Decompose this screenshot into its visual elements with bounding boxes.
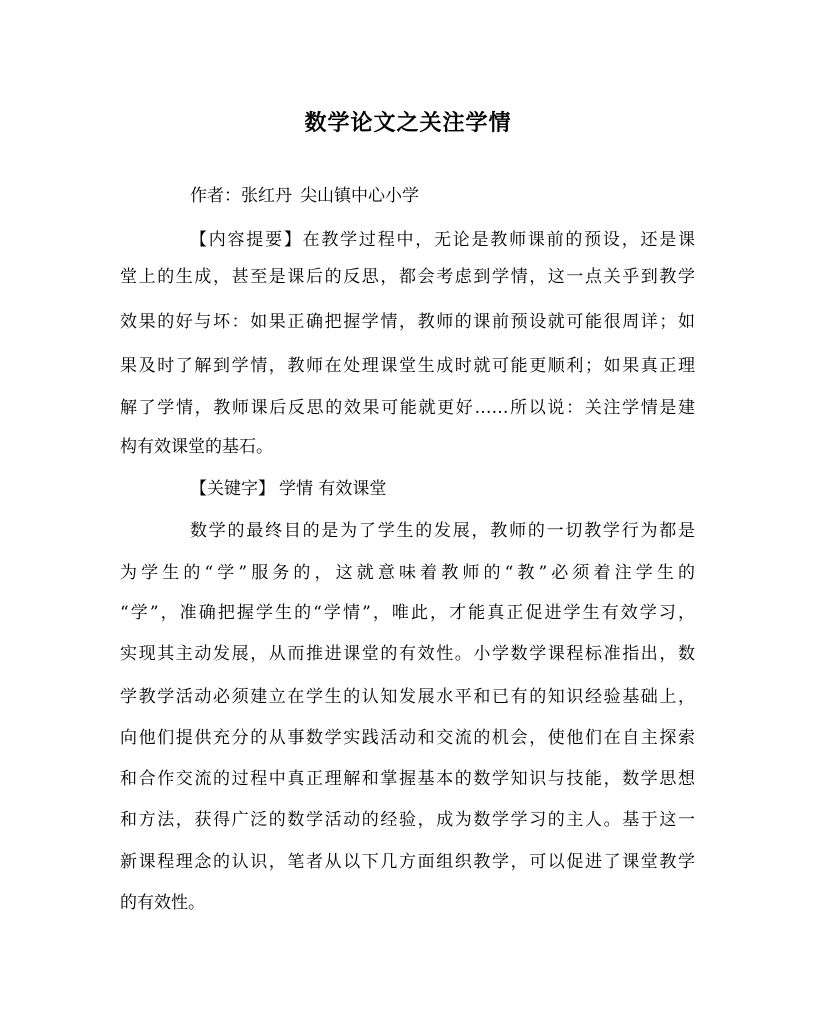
document-title: 数学论文之关注学情: [304, 110, 512, 136]
body-line-1: 数学的最终目的是为了学生的发展，教师的一切教学行为都是: [190, 521, 695, 541]
author-name: 张红丹: [241, 186, 292, 206]
keywords-line: [190, 478, 386, 500]
abstract-line-6: 构有效课堂的基石。: [120, 437, 273, 457]
body-line-4: 实现其主动发展，从而推进课堂的有效性。小学数学课程标准指出，数: [120, 644, 695, 664]
author-line: [190, 185, 419, 207]
body-line-9: 新课程理念的认识，笔者从以下几方面组织教学，可以促进了课堂教学: [120, 852, 695, 872]
body-line-7: 和合作交流的过程中真正理解和掌握基本的数学知识与技能，数学思想: [120, 769, 695, 789]
abstract-line-2: 堂上的生成，甚至是课后的反思，都会考虑到学情，这一点关乎到教学: [120, 267, 695, 287]
abstract-line-3: 效果的好与坏：如果正确把握学情，教师的课前预设就可能很周详；如: [120, 312, 695, 332]
body-line-5: 学教学活动必须建立在学生的认知发展水平和已有的知识经验基础上，: [120, 687, 695, 707]
abstract-line-1: 【内容提要】在教学过程中，无论是教师课前的预设，还是课: [190, 230, 695, 250]
body-line-8: 和方法，获得广泛的数学活动的经验，成为数学学习的主人。基于这一: [120, 810, 695, 830]
author-school: 尖山镇中心小学: [300, 186, 419, 206]
body-line-3: “学”，准确把握学生的“学情”，唯此，才能真正促进学生有效学习，: [120, 603, 695, 623]
body-line-2: 为学生的“学”服务的，这就意味着教师的“教”必须着注学生的: [120, 563, 695, 583]
body-line-6: 向他们提供充分的从事数学实践活动和交流的机会，使他们在自主探索: [120, 728, 695, 748]
author-label: 作者：: [190, 186, 241, 206]
body-line-10: 的有效性。: [120, 893, 205, 913]
abstract-line-4: 果及时了解到学情，教师在处理课堂生成时就可能更顺利；如果真正理: [120, 356, 695, 376]
keywords-value: 学情 有效课堂: [279, 479, 387, 499]
abstract-line-5: 解了学情，教师课后反思的效果可能就更好……所以说：关注学情是建: [120, 398, 695, 418]
keywords-label: 【关键字】: [190, 479, 275, 499]
